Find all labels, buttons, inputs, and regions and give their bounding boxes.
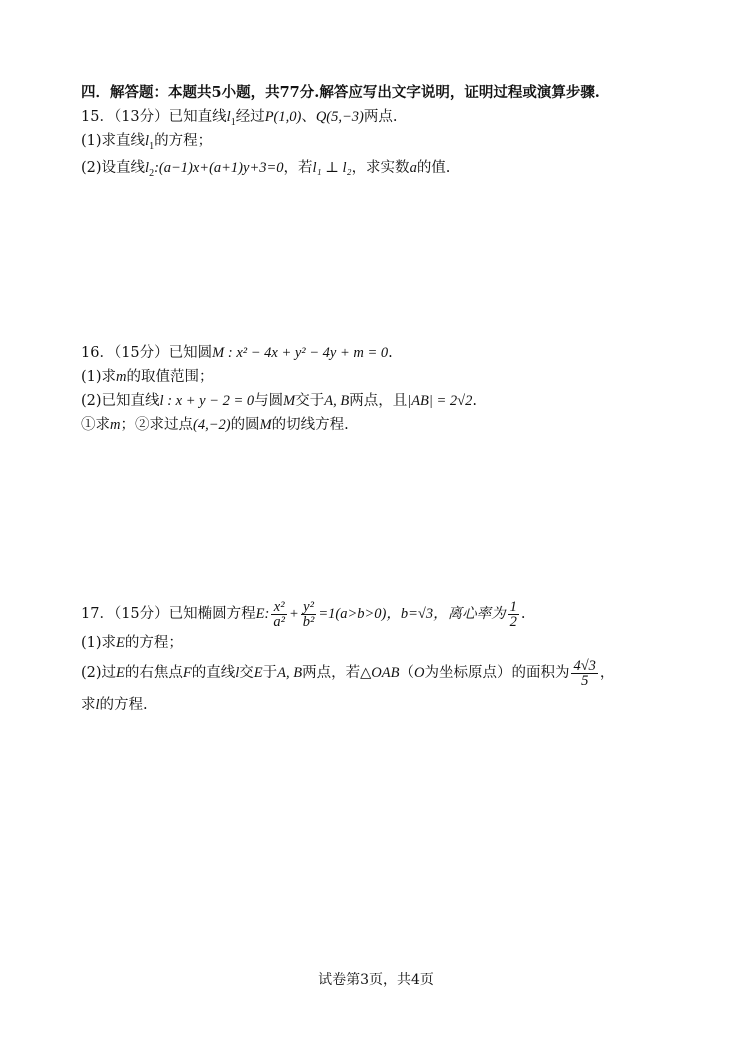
q16-sub2-circle: 的圆 xyxy=(230,417,260,433)
q16-sub1-text: ①求 xyxy=(81,417,110,433)
q15-sep: 、 xyxy=(301,109,316,125)
q17-part1 xyxy=(81,633,183,653)
q15-part2-text: (2)设直线 xyxy=(81,160,146,176)
q16-part2-text: (2)已知直线 xyxy=(81,393,160,409)
q17-part2-E2: E xyxy=(253,665,263,681)
q17-part1-E: E xyxy=(116,635,125,651)
q15-label: 15．（13分）已知直线 xyxy=(81,109,227,125)
q16-part2-dot: . xyxy=(472,393,477,409)
q15-part1 xyxy=(81,131,212,151)
q15-end: 两点. xyxy=(363,109,398,125)
q15-part2-find: ，求实数 xyxy=(351,160,410,176)
q17-frac-y: $\frac{\text{y²}}{\text{b²}}$ xyxy=(302,598,315,630)
q17-plus: + xyxy=(288,606,299,622)
q17-part1-end: 的方程； xyxy=(124,635,183,651)
q17-part2-if: 两点，若△ xyxy=(302,665,372,681)
q17-part2-area: 为坐标原点）的面积为 xyxy=(424,665,570,681)
q17-OAB: OAB xyxy=(371,665,400,681)
q15-part1-text: (1)求直线 xyxy=(81,133,146,149)
q15-var-a: a xyxy=(409,160,417,176)
q17-O: O xyxy=(413,665,425,681)
q16-part2-cross: 交于 xyxy=(295,393,325,409)
section-heading: 四．解答题：本题共5小题，共77分.解答应写出文字说明，证明过程或演算步骤. xyxy=(81,84,600,101)
q17-AB: A, B xyxy=(277,665,303,681)
q16-part2-with: 与圆 xyxy=(254,393,284,409)
q17-part2-find: 求 xyxy=(81,697,96,713)
q16-part2 xyxy=(81,391,477,411)
q16-part2-and: 两点，且 xyxy=(349,393,408,409)
q17-b-value: ，b=√3，离心率为 xyxy=(386,606,506,622)
q16-part1-end: 的取值范围； xyxy=(126,369,214,385)
q17-part2-line: 的直线 xyxy=(191,665,236,681)
q16-sub2-text: ；②求过点 xyxy=(120,417,193,433)
q17-l: l xyxy=(235,665,240,681)
q15-part2 xyxy=(81,158,450,178)
q16-line-eq: l : x + y − 2 = 0 xyxy=(159,393,255,409)
q15-part2-if: ，若 xyxy=(283,160,313,176)
q16-sub2-end: 的切线方程. xyxy=(271,417,349,433)
q15-perp: l₁ ⊥ l₂ xyxy=(312,160,352,176)
q16-stem xyxy=(81,343,393,363)
q17-label: 17．（15分）已知椭圆方程 xyxy=(81,606,256,622)
q16-sub2-M: M xyxy=(259,417,272,433)
q17-stem xyxy=(81,597,526,631)
q17-part2-comma: ， xyxy=(599,665,615,681)
q17-E: E xyxy=(255,606,265,622)
q17-dot: . xyxy=(520,606,526,622)
q17-eq-rest: =1(a>b>0) xyxy=(318,606,387,622)
q16-chord: |AB| = 2√2 xyxy=(407,393,473,409)
q17-part2 xyxy=(81,656,614,690)
q16-AB: A, B xyxy=(324,393,350,409)
q15-line2: $l_2:(a-1)x+(a+1)y+3=0$ xyxy=(145,160,284,179)
q15-part1-end: 的方程； xyxy=(154,133,213,149)
q16-sub1-m: m xyxy=(110,417,121,433)
page-footer: 试卷第3页，共4页 xyxy=(318,972,434,988)
q17-part2-at: 于 xyxy=(262,665,278,681)
q16-dot: . xyxy=(388,345,393,361)
q17-part2-text: (2)过 xyxy=(81,665,117,681)
q17-l2: l xyxy=(95,697,100,713)
q16-point: (4,−2) xyxy=(192,417,231,433)
q17-paren-open: （ xyxy=(399,665,414,681)
q16-M: M xyxy=(283,393,296,409)
q15-stem xyxy=(81,107,397,127)
q15-part1-l1: $l_1$ xyxy=(145,133,155,152)
q17-F: F xyxy=(182,665,192,681)
q17-part2-focus: 的右焦点 xyxy=(124,665,183,681)
q16-label: 16．（15分）已知圆 xyxy=(81,345,213,361)
q17-eccentricity: $\frac{1}{2}$ xyxy=(509,598,517,630)
q17-part1-text: (1)求 xyxy=(81,635,117,651)
q17-part2-E: E xyxy=(116,665,125,681)
q15-through: 经过 xyxy=(235,109,265,125)
q16-part1-text: (1)求 xyxy=(81,369,117,385)
q15-point-p: P(1,0) xyxy=(264,109,302,125)
q16-circle-eq: M : x² − 4x + y² − 4y + m = 0 xyxy=(212,345,389,361)
q16-m: m xyxy=(116,369,127,385)
q17-part2-cont xyxy=(81,695,148,715)
q17-frac-x: $\frac{\text{x²}}{\text{a²}}$ xyxy=(273,598,285,630)
q17-colon: : xyxy=(264,606,270,622)
q17-area-frac: $\frac{4√3}{5}$ xyxy=(573,657,596,689)
q15-part2-end: 的值. xyxy=(416,160,451,176)
q16-subparts xyxy=(81,415,349,435)
q17-part2-cross: 交 xyxy=(239,665,254,681)
q15-point-q: Q(5,−3) xyxy=(315,109,364,125)
q17-part2-end: 的方程. xyxy=(99,697,148,713)
q16-part1 xyxy=(81,367,214,387)
q15-l1: $l_1$ xyxy=(226,109,236,128)
